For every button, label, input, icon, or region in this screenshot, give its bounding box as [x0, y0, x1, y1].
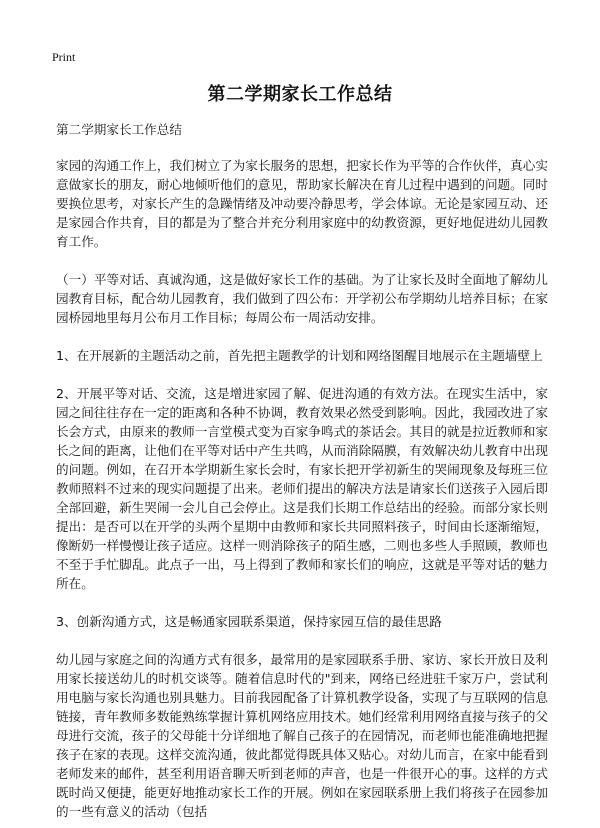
- document-body: [56, 120, 548, 828]
- paragraph-item-1: 1、在开展新的主题活动之前，首先把主题教学的计划和网络图醒目地展示在主题墙壁上: [56, 348, 543, 363]
- paragraph-communication: 幼儿园与家庭之间的沟通方式有很多，最常用的是家园联系手册、家访、家长开放日及利用家长接送幼儿的时机交谈等。随着信息时代的"到来，网络已经进驻千家万户，尝试利用电脑与家长沟通也别具魅力。目前我园配备了计算机教学设备，实现了与互联网的信息链接，青年教师多数能熟练掌握计算机网络应用技术。她们经常利用网络直接与孩子的父母进行交流，孩子的父母能十分详细地了解自己孩子的在园情况，而老师也能准确地把握孩子在家的表现。这样交流沟通，彼此都觉得既具体又贴心。对幼儿而言，在家中能看到老师发来的邮件，甚至利用语音聊天听到老师的声音，也是一件很开心的事。这样的方式既时尚又便捷，能更好地推动家长工作的开展。例如在家园联系册上我们将孩子在园参加的一些有意义的活动（包括: [56, 652, 548, 819]
- paragraph-section-one: （一）平等对话、真诚沟通，这是做好家长工作的基础。为了让家长及时全面地了解幼儿园教育目标，配合幼儿园教育，我们做到了四公布：开学初公布学期幼儿培养目标；在家园桥园地里每月公布月工作目标；每周公布一周活动安排。: [56, 272, 548, 325]
- document-subtitle: 第二学期家长工作总结: [56, 122, 182, 137]
- paragraph-item-2: 2、开展平等对话、交流，这是增进家园了解、促进沟通的有效方法。在现实生活中，家园之间往往存在一定的距离和各种不协调，教育效果必然受到影响。因此，我园改进了家长会方式，由原来的教师一言堂模式变为百家争鸣式的茶话会。其目的就是拉近教师和家长之间的距离，让他们在平等对话中产生共鸣，从而消除隔膜，有效解决幼儿教育中出现的问题。例如，在召开本学期新生家长会时，有家长把开学初新生的哭闹现象及每班三位教师照料不过来的现实问题提了出来。老师们提出的解决方法是请家长们送孩子入园后即全部回避，新生哭闹一会儿自己会停止。这是我们长期工作总结出的经验。而部分家长则提出：是否可以在开学的头两个星期中由教师和家长共同照料孩子，时间由长逐渐缩短，像断奶一样慢慢让孩子适应。这样一则消除孩子的陌生感，二则也多些人手照顾，教师也不至于手忙脚乱。此点子一出，马上得到了教师和家长们的响应，这就是平等对话的魅力所在。: [56, 386, 548, 591]
- document-title: 第二学期家长工作总结: [207, 84, 393, 105]
- paragraph-intro: 家园的沟通工作上，我们树立了为家长服务的思想，把家长作为平等的合作伙伴，真心实意做家长的朋友，耐心地倾听他们的意见，帮助家长解决在育儿过程中遇到的问题。同时要换位思考，对家长产生的急躁情绪及冲动要冷静思考，学会体谅。无论是家园互动、还是家园合作共育，目的都是为了整合并充分利用家庭中的幼教资源，更好地促进幼儿园教育工作。: [56, 158, 548, 249]
- paragraph-item-3: 3、创新沟通方式，这是畅通家园联系渠道，保持家园互信的最佳思路: [56, 614, 442, 629]
- print-link[interactable]: Print: [52, 50, 76, 64]
